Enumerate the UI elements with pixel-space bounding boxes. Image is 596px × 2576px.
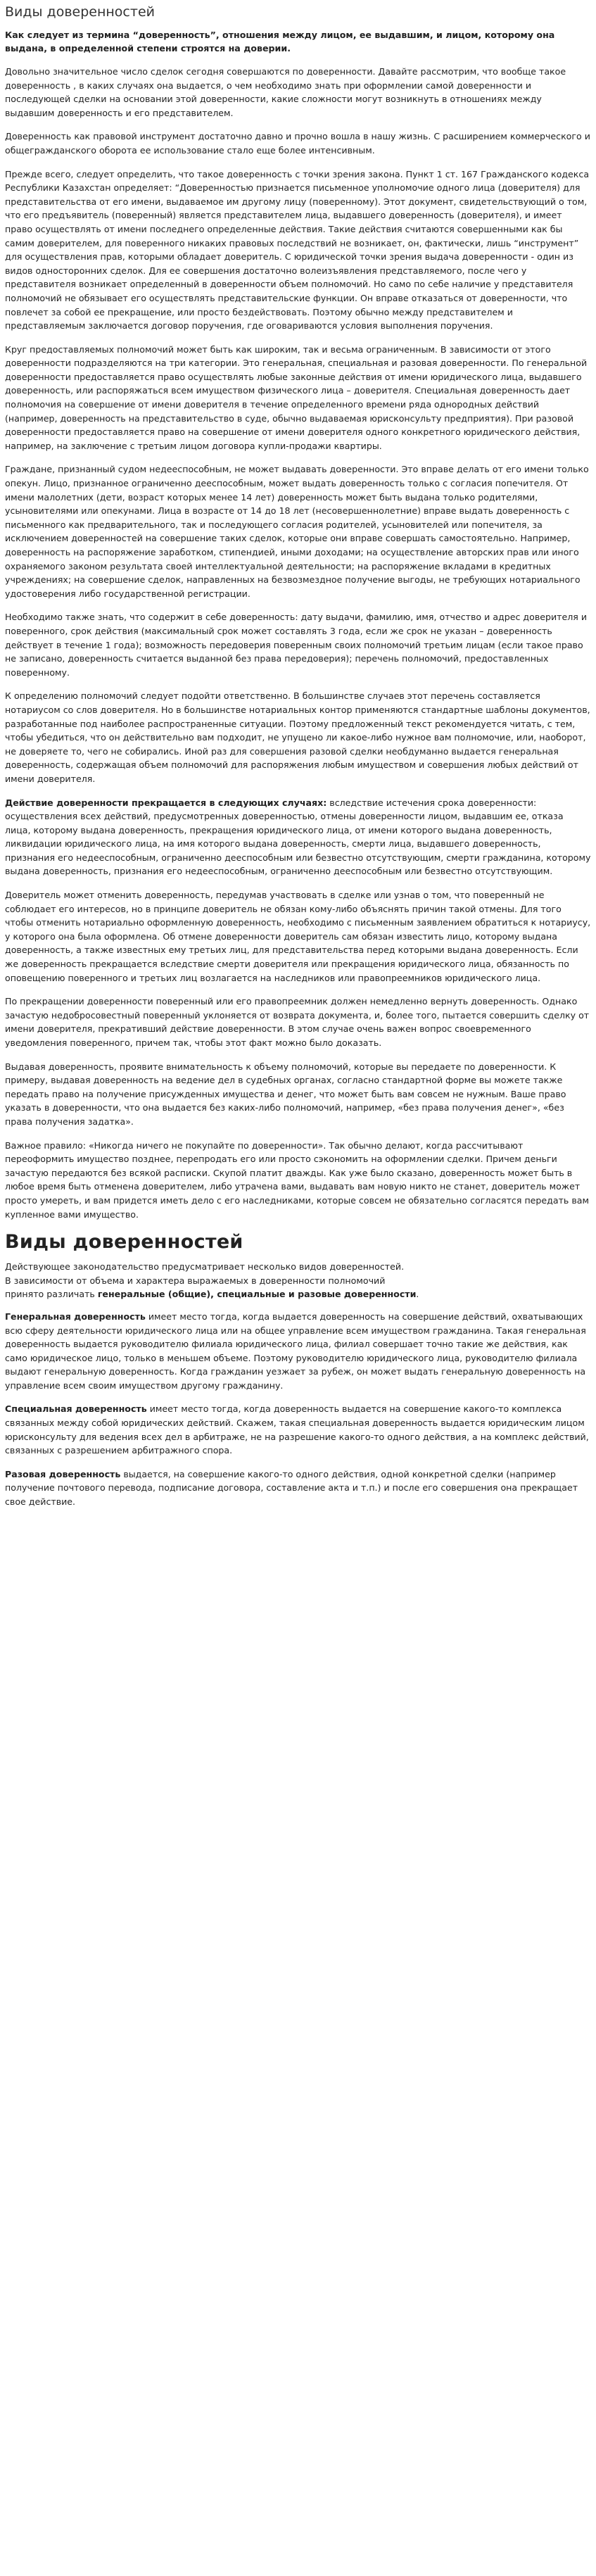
paragraph-intro: Довольно значительное число сделок сегодня совершаются по доверенности. Давайте рассмотрим, что вообще такое доверенность , в каких случаях она выдается, о чем необходимо знать при оформлении самой доверенности и последующей сделки на основании этой доверенности, какие сложности могут возникнуть в отношениях между выдавшим доверенность и его представителем. xyxy=(5,66,566,118)
section-intro-line1: Действующее законодательство предусматривает несколько видов доверенностей. xyxy=(5,1261,405,1273)
type-name: Специальная доверенность xyxy=(5,1403,147,1415)
termination-lead: Действие доверенности прекращается в следующих случаях: xyxy=(5,797,327,808)
section-intro-line3-bold: генеральные (общие), специальные и разовые доверенности xyxy=(97,1289,417,1300)
section-title: Виды доверенностей xyxy=(5,1231,243,1254)
paragraph-type-single xyxy=(5,1467,591,1509)
paragraph-revocation: Доверитель может отменить доверенность, передумав участвовать в сделке или узнав о том, что поверенный не соблюдает его интересов, но в принципе доверитель не обязан кому-либо объяснять причин такой отмены. Для того чтобы отменить нотариально оформленную доверенность, необходимо с письменным заявлением обратиться к нотариусу, у которого она была оформлена. Об отмене доверенности доверитель сам обязан известить лицо, которому выдана доверенность, а также известных ему третьих лиц, для представительства перед которыми выдана доверенность. Если же доверенность прекращается вследствие смерти доверителя или прекращения юридического лица, обязанность по оповещению поверенного и третьих лиц возлагается на наследников или правопреемников юридического лица. xyxy=(5,890,591,983)
paragraph-definition: Прежде всего, следует определить, что такое доверенность с точки зрения закона. Пункт 1 ст. 167 Гражданского кодекса Республики Казахстан определяет: “Доверенностью признается письменное уполномочие одного лица (доверителя) для представительства от его имени, выдаваемое им другому лицу (поверенному). Этот документ, свидетельствующий о том, что его предъявитель (поверенный) является представителем лица, выдавшего доверенность (доверителя), и имеет право осуществлять от имени последнего определенные действия. Такие действия считаются совершенными как бы самим доверителем, для поверенного никаких правовых последствий не возникает, он, фактически, лишь “инструмент” для осуществления прав, которыми обладает доверитель. С юридической точки зрения выдача доверенности - один из видов односторонних сделок. Для ее совершения достаточно волеизъявления представляемого, после чего у представителя возникает определенный в доверенности объем полномочий. Но само по себе наличие у представителя полномочий не обязывает его осуществлять представительские функции. Он вправе отказаться от доверенности, что повлечет за собой ее прекращение, или просто бездействовать. Поэтому обычно между представителем и представляемым заключается договор поручения, где оговариваются условия выполнения поручения. xyxy=(5,168,590,332)
paragraph-categories: Круг предоставляемых полномочий может быть как широким, так и весьма ограниченным. В зависимости от этого доверенности подразделяются на три категории. Это генеральная, специальная и разовая доверенности. По генеральной доверенности предоставляется право осуществлять любые законные действия от имени юридического лица, выдавшего доверенность, или распоряжаться всем имуществом физического лица – доверителя. Специальная доверенность дает полномочия на совершение от имени доверителя в течение определенного времени ряда однородных действий (например, доверенность на представительство в суде, обычно выдаваемая юрисконсульту предприятия). При разовой доверенности предоставляется право на совершение от имени доверителя одного конкретного юридического действия, например, на заключение с третьим лицом договора купли-продажи квартиры. xyxy=(5,343,588,451)
paragraph-return: По прекращении доверенности поверенный или его правопреемник должен немедленно вернуть доверенность. Однако зачастую недобросовестный поверенный уклоняется от возврата документа, и, более того, пытается совершить сделку от имени доверителя, прекративший действие доверенности. В этом случае очень важен вопрос своевременного уведомления поверенного, причем так, чтобы этот факт можно было доказать. xyxy=(5,996,590,1048)
paragraph-type-general xyxy=(5,1310,591,1393)
paragraph-powers: К определению полномочий следует подойти ответственно. В большинстве случаев этот перечень составляется нотариусом со слов доверителя. Но в большинстве нотариальных контор применяются стандартные шаблоны документов, разработанные под наиболее распространенные ситуации. Поэтому предложенный текст рекомендуется читать, с тем, чтобы убедиться, что он действительно вам подходит, не упущено ли какое-либо нужное вам полномочие, или, наоборот, не доверяете то, чего не собирались. Иной раз для совершения разовой сделки необдуманно выдается генеральная доверенность, содержащая объем полномочий для распоряжения любым имуществом и совершения любых действий от имени доверителя. xyxy=(5,690,590,784)
type-text: имеет место тогда, когда выдается доверенность на совершение действий, охватывающих всю сферу деятельности юридического лица или на общее управление всем имуществом гражданина. Такая генеральная доверенность выдается руководителю филиала юридического лица, филиал совершает точно такие же действия, как само юридическое лицо, только в меньшем объеме. Поэтому руководителю юридического лица, руководителю филиала выдают генеральную доверенность. Когда гражданин уезжает за рубеж, он может выдать генеральную доверенность на управление всем своим имуществом другому гражданину. xyxy=(5,1311,586,1391)
paragraph-capacity: Граждане, признанный судом недееспособным, не может выдавать доверенности. Это вправе делать от его имени только опекун. Лицо, признанное ограниченно дееспособным, может выдать доверенность только с согласия попечителя. От имени малолетних (дети, возраст которых менее 14 лет) доверенность может быть выдана только родителями, усыновителями или опекунами. Лица в возрасте от 14 до 18 лет (несовершеннолетние) вправе выдать доверенность с письменного как предварительного, так и последующего согласия родителей, усыновителей или попечителя, за исключением доверенностей на совершение таких сделок, которые они вправе совершать самостоятельно. Например, доверенность на распоряжение заработком, стипендией, иными доходами; на осуществление авторских прав или иного охраняемого законом результата своей интеллектуальной деятельности; на распоряжение вкладами в кредитных учреждениях; на совершение сделок, направленных на безвозмездное получение выгоды, не требующих нотариального удостоверения либо государственной регистрации. xyxy=(5,464,589,599)
section-intro xyxy=(5,1260,591,1301)
paragraph-type-special xyxy=(5,1402,591,1457)
paragraph-attention: Выдавая доверенность, проявите внимательность к объему полномочий, которые вы передаете по доверенности. К примеру, выдавая доверенность на ведение дел в судебных органах, согласно стандартной форме вы можете также передать право на получение присужденных имущества и денег, что может быть вам совсем не нужным. Ваше право указать в доверенности, что она выдается без каких-либо полномочий, например, «без права получения денег», «без права получения задатка». xyxy=(5,1061,566,1127)
type-text: выдается, на совершение какого-то одного действия, одной конкретной сделки (например получение почтового перевода, подписание договора, составление акта и т.п.) и после его совершения она прекращает свое действие. xyxy=(5,1468,578,1508)
paragraph-legal-instrument: Доверенность как правовой инструмент достаточно давно и прочно вошла в нашу жизнь. С расширением коммерческого и общегражданского оборота ее использование стало еще более интенсивным. xyxy=(5,131,590,156)
type-name: Разовая доверенность xyxy=(5,1468,121,1479)
paragraph-contents: Необходимо также знать, что содержит в себе доверенность: дату выдачи, фамилию, имя, отчество и адрес доверителя и поверенного, срок действия (максимальный срок может составлять 3 года, если же срок не указан – доверенность действует в течение 1 года); возможность передоверия поверенным своих полномочий третьим лицам (если такое право не записано, доверенность считается выданной без права передоверия); перечень полномочий, предоставленных поверенному. xyxy=(5,612,588,678)
article-subtitle: Как следует из термина “доверенность”, отношения между лицом, ее выдавшим, и лицом, которому она выдана, в определенной степени строятся на доверии. xyxy=(5,30,555,53)
section-intro-line3-pre: принято различать xyxy=(5,1289,98,1300)
section-intro-line2: В зависимости от объема и характера выражаемых в доверенности полномочий xyxy=(5,1275,386,1286)
page-title: Виды доверенностей xyxy=(5,4,155,20)
paragraph-rule: Важное правило: «Никогда ничего не покупайте по доверенности». Так обычно делают, когда рассчитывают переоформить имущество позднее, перепродать его или просто сэкономить на оформлении сделки. Причем деньги зачастую передаются без всякой расписки. Скупой платит дважды. Как уже было сказано, доверенность может быть в любое время быть отменена доверителем, либо утрачена вами, выдавать вам новую никто не станет, доверитель может просто умереть, и вам придется иметь дело с его наследниками, которые совсем не обязательно согласятся передать вам купленное вами имущество. xyxy=(5,1139,589,1220)
type-name: Генеральная доверенность xyxy=(5,1311,146,1322)
section-intro-line3-post: . xyxy=(416,1289,419,1300)
type-text: имеет место тогда, когда доверенность выдается на совершение какого-то комплекса связанных между собой юридических действий. Скажем, такая специальная доверенность выдается юридическим лицом юрисконсульту для ведения всех дел в арбитраже, не на разрешение какого-то одного действия, а на комплекс действий, связанных с разрешением арбитражного спора. xyxy=(5,1403,589,1456)
termination-text: вследствие истечения срока доверенности: осуществления всех действий, предусмотренных доверенностью, отмены доверенности лицом, выдавшим ее, отказа лица, которому выдана доверенность, прекращения юридического лица, от имени которого выдана доверенность, ликвидации юридического лица, на имя которого выдана доверенность, смерти лица, выдавшего доверенность, признания его недееспособным, ограниченно дееспособным или безвестно отсутствующим, смерти гражданина, которому выдана доверенность, признания его недееспособным, ограниченно дееспособным или безвестно отсутствующим. xyxy=(5,797,591,877)
paragraph-termination xyxy=(5,796,591,879)
